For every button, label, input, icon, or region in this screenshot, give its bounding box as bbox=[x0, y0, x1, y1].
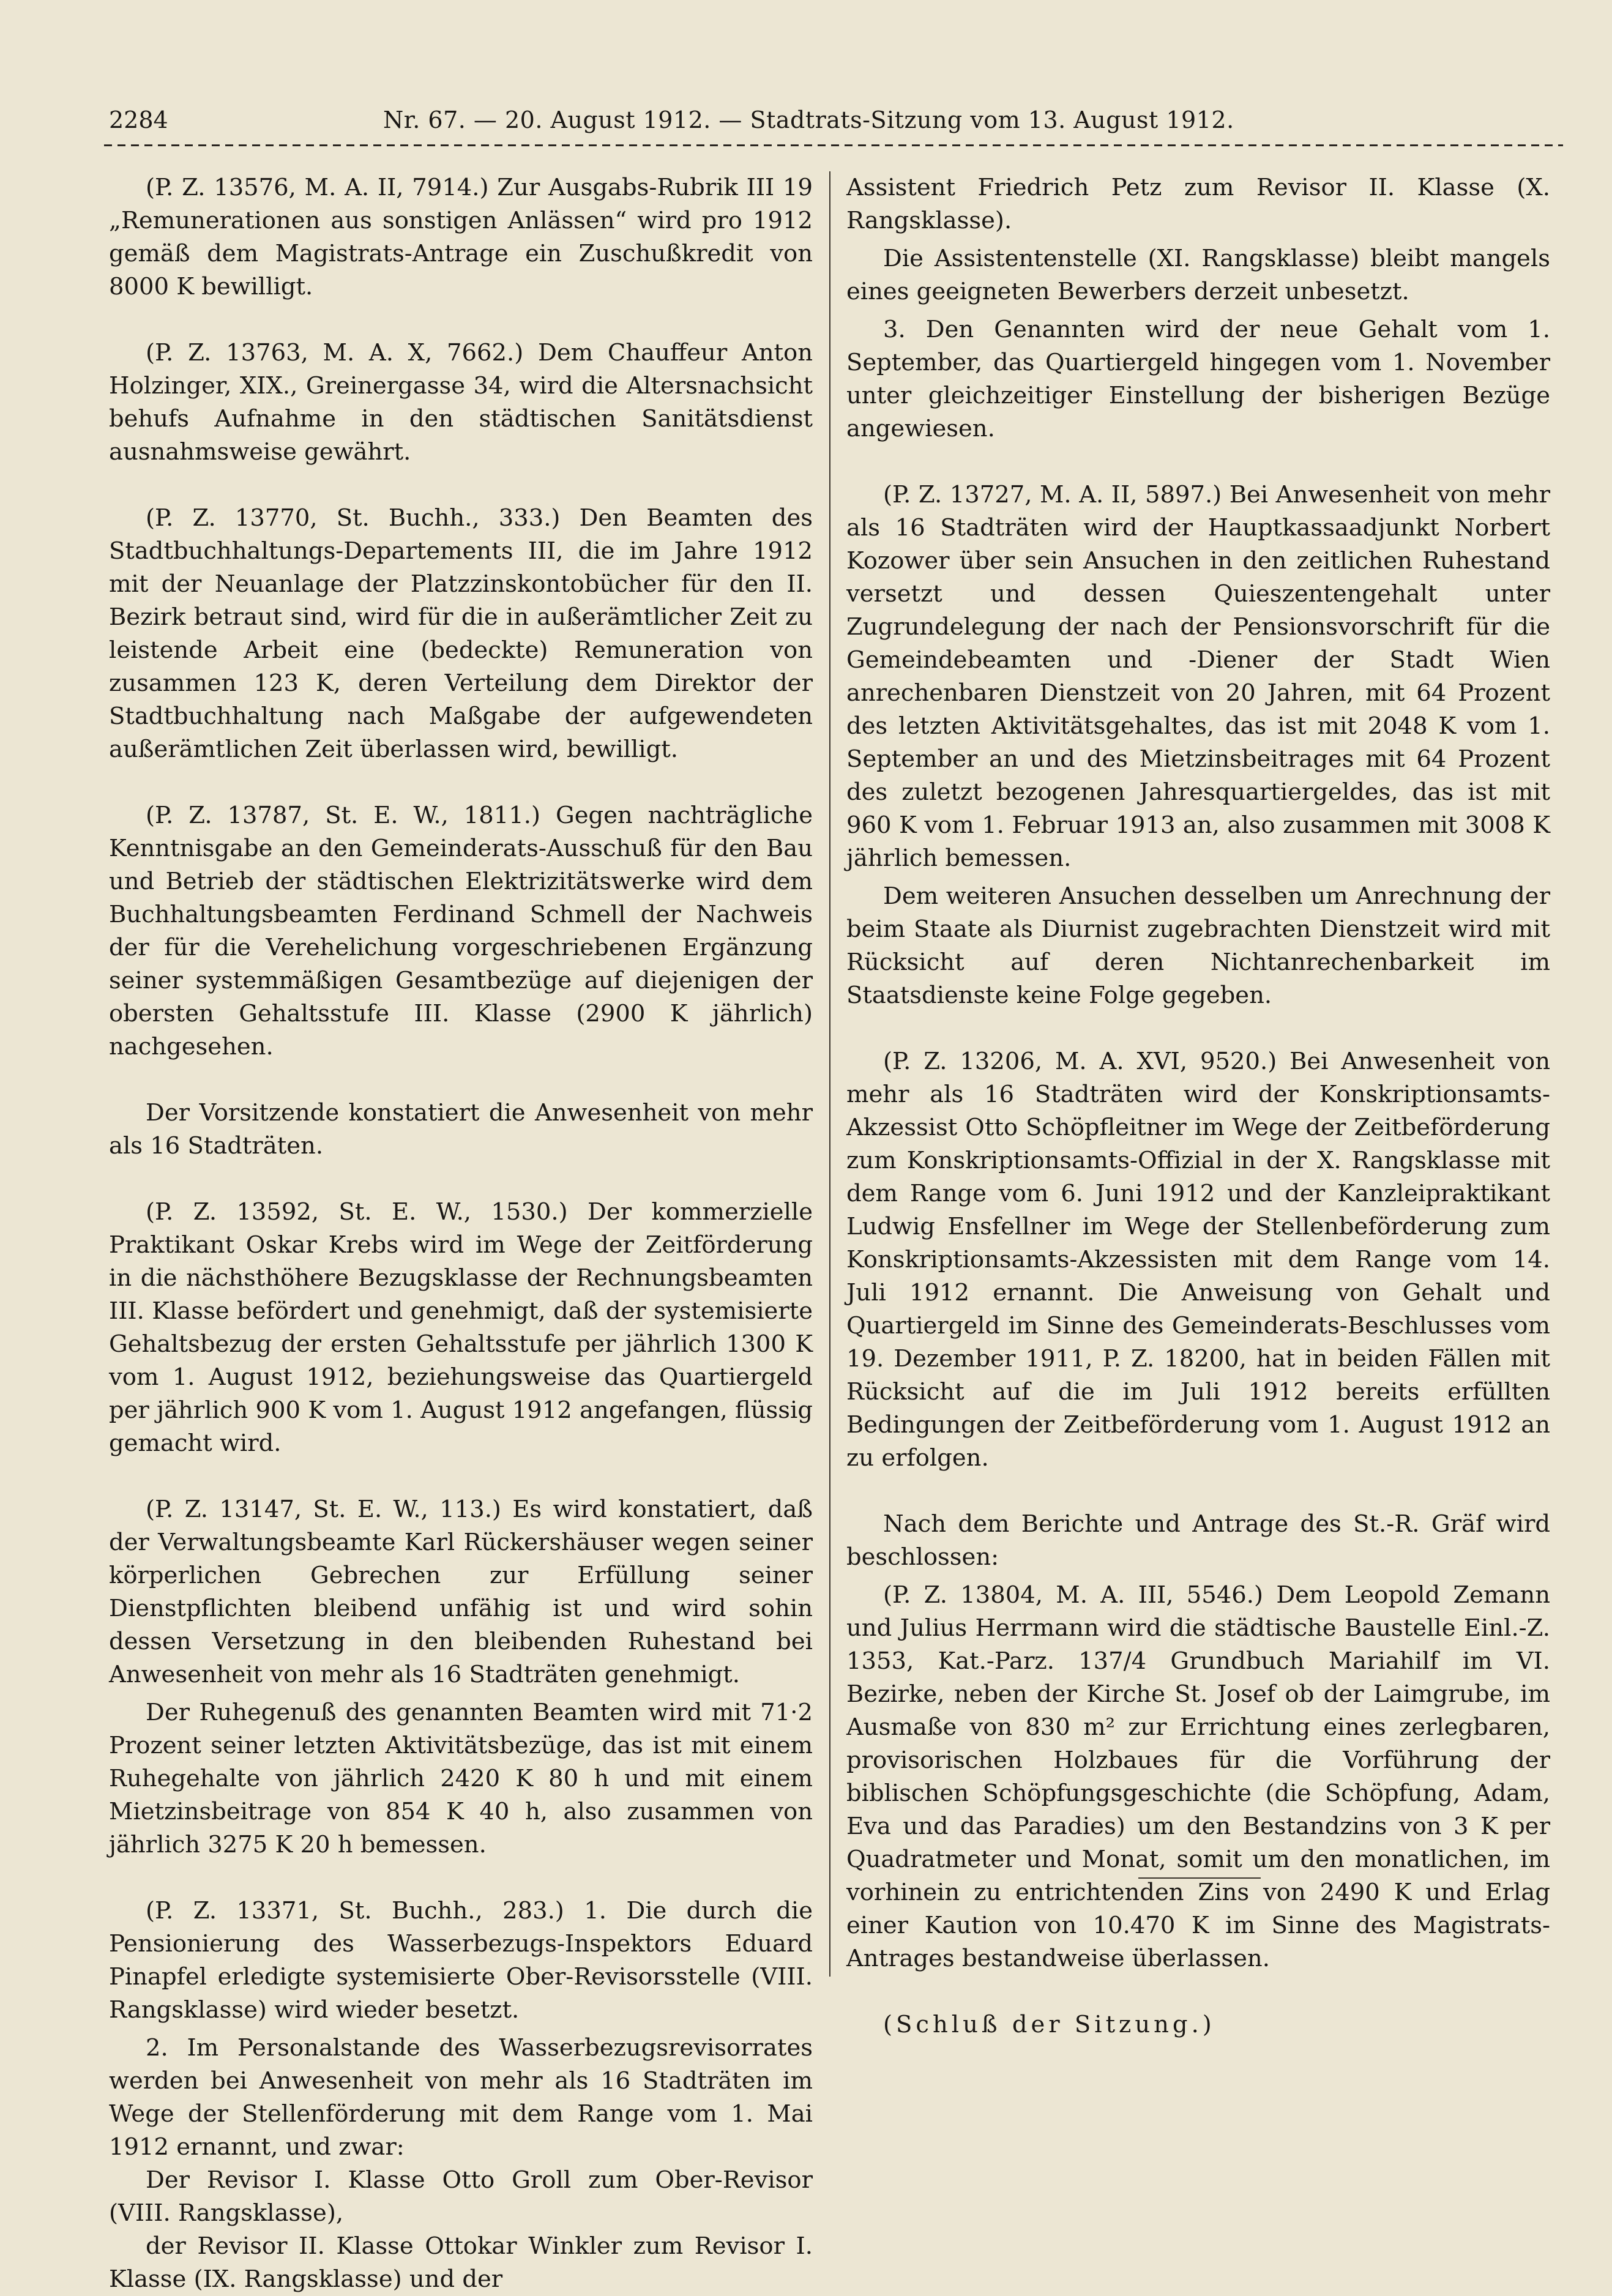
end-rule bbox=[1138, 1877, 1261, 1879]
paragraph: (P. Z. 13804, M. A. III, 5546.) Dem Leopold Zemann und Julius Herrmann wird die städtische Baustelle Einl.-Z. 1353, Kat.-Parz. 137/4 Grundbuch Mariahilf im VI. Bezirke, neben der Kirche St. Josef ob der Laimgrube, im Ausmaße von 830 m² zur Errichtung eines zerlegbaren, provisorischen Holzbaues für die Vorführung der biblischen Schöpfungsgeschichte (die Schöpfung, Adam, Eva und das Paradies) um den Bestandzins von 3 K per Quadratmeter und Monat, somit um den monatlichen, im vorhinein zu entrichtenden Zins von 2490 K und Erlag einer Kaution von 10.470 K im Sinne des Magistrats-Antrages bestandweise überlassen. bbox=[846, 1581, 1550, 1972]
paragraph: 2. Im Personalstande des Wasserbezugsrevisorrates werden bei Anwesenheit von mehr als 16 Stadträten im Wege der Stellenförderung mit dem Range vom 1. Mai 1912 ernannt, und zwar: bbox=[109, 2034, 813, 2161]
paragraph: (P. Z. 13763, M. A. X, 7662.) Dem Chauffeur Anton Holzinger, XIX., Greinergasse 34, wird die Altersnachsicht behufs Aufnahme in den städtischen Sanitätsdienst ausnahmsweise gewährt. bbox=[109, 339, 813, 466]
page-number: 2284 bbox=[109, 106, 168, 133]
paragraph: (P. Z. 13592, St. E. W., 1530.) Der kommerzielle Praktikant Oskar Krebs wird im Wege der Zeitförderung in die nächsthöhere Bezugsklasse der Rechnungsbeamten III. Klasse befördert und genehmigt, daß der systemisierte Gehaltsbezug der ersten Gehaltsstufe per jährlich 1300 K vom 1. August 1912, beziehungsweise das Quartiergeld per jährlich 900 K vom 1. August 1912 angefangen, flüssig gemacht wird. bbox=[109, 1198, 813, 1457]
paragraph: (P. Z. 13787, St. E. W., 1811.) Gegen nachträgliche Kenntnisgabe an den Gemeinderats-Ausschuß für den Bau und Betrieb der städtischen Elektrizitätswerke wird dem Buchhaltungsbeamten Ferdinand Schmell der Nachweis der für die Verehelichung vorgeschriebenen Ergänzung seiner systemmäßigen Gesamtbezüge auf diejenigen der obersten Gehaltsstufe III. Klasse (2900 K jährlich) nachgesehen. bbox=[109, 802, 813, 1060]
paragraph: 3. Den Genannten wird der neue Gehalt vom 1. September, das Quartiergeld hingegen vom 1. November unter gleichzeitiger Einstellung der bisherigen Bezüge angewiesen. bbox=[846, 316, 1550, 442]
paragraph: Die Assistentenstelle (XI. Rangsklasse) bleibt mangels eines geeigneten Bewerbers derzeit unbesetzt. bbox=[846, 245, 1550, 305]
paragraph: Der Revisor I. Klasse Otto Groll zum Ober-Revisor (VIII. Rangsklasse), bbox=[109, 2166, 813, 2227]
right-column bbox=[846, 171, 1550, 2041]
column-divider bbox=[829, 171, 830, 1977]
header-rule bbox=[104, 142, 1563, 149]
issue-line: Nr. 67. — 20. August 1912. — Stadtrats-Sitzung vom 13. August 1912. bbox=[383, 106, 1234, 133]
paragraph: (P. Z. 13147, St. E. W., 113.) Es wird konstatiert, daß der Verwaltungsbeamte Karl Rückershäuser wegen seiner körperlichen Gebrechen zur Erfüllung seiner Dienstpflichten bleibend unfähig ist und wird sohin dessen Versetzung in den bleibenden Ruhestand bei Anwesenheit von mehr als 16 Stadträten genehmigt. bbox=[109, 1496, 813, 1688]
section-heading: Nach dem Berichte und Antrage des St.-R. Gräf wird beschlossen: bbox=[846, 1510, 1550, 1571]
paragraph: Assistent Friedrich Petz zum Revisor II. Klasse (X. Rangsklasse). bbox=[846, 174, 1550, 234]
paragraph: (P. Z. 13206, M. A. XVI, 9520.) Bei Anwesenheit von mehr als 16 Stadträten wird der Konskriptionsamts-Akzessist Otto Schöpfleitner im Wege der Zeitbeförderung zum Konskriptionsamts-Offizial in der X. Rangsklasse mit dem Range vom 6. Juni 1912 und der Kanzleipraktikant Ludwig Ensfellner im Wege der Stellenbeförderung zum Konskriptionsamts-Akzessisten mit dem Range vom 14. Juli 1912 ernannt. Die Anweisung von Gehalt und Quartiergeld im Sinne des Gemeinderats-Beschlusses vom 19. Dezember 1911, P. Z. 18200, hat in beiden Fällen mit Rücksicht auf die im Juli 1912 bereits erfüllten Bedingungen der Zeitbeförderung vom 1. August 1912 an zu erfolgen. bbox=[846, 1048, 1550, 1472]
paragraph: (P. Z. 13371, St. Buchh., 283.) 1. Die durch die Pensionierung des Wasserbezugs-Inspektors Eduard Pinapfel erledigte systemisierte Ober-Revisorsstelle (VIII. Rangsklasse) wird wieder besetzt. bbox=[109, 1897, 813, 2024]
paragraph: der Revisor II. Klasse Ottokar Winkler zum Revisor I. Klasse (IX. Rangsklasse) und der bbox=[109, 2232, 813, 2293]
left-column bbox=[109, 171, 813, 2296]
paragraph: (P. Z. 13727, M. A. II, 5897.) Bei Anwesenheit von mehr als 16 Stadträten wird der Hauptkassaadjunkt Norbert Kozower über sein Ansuchen in den zeitlichen Ruhestand versetzt und dessen Quieszentengehalt unter Zugrundelegung der nach der Pensionsvorschrift für die Gemeindebeamten und -Diener der Stadt Wien anrechenbaren Dienstzeit von 20 Jahren, mit 64 Prozent des letzten Aktivitätsgehaltes, das ist mit 2048 K vom 1. September an und des Mietzinsbeitrages mit 64 Prozent des zuletzt bezogenen Jahresquartiergeldes, das ist mit 960 K vom 1. Februar 1913 an, also zusammen mit 3008 K jährlich bemessen. bbox=[846, 481, 1550, 872]
paragraph: Dem weiteren Ansuchen desselben um Anrechnung der beim Staate als Diurnist zugebrachten Dienstzeit wird mit Rücksicht auf deren Nichtanrechenbarkeit im Staatsdienste keine Folge gegeben. bbox=[846, 882, 1550, 1009]
paragraph: (P. Z. 13576, M. A. II, 7914.) Zur Ausgabs-Rubrik III 19 „Remunerationen aus sonstigen Anlässen“ wird pro 1912 gemäß dem Magistrats-Antrage ein Zuschußkredit von 8000 K bewilligt. bbox=[109, 174, 813, 300]
paragraph: Der Vorsitzende konstatiert die Anwesenheit von mehr als 16 Stadträten. bbox=[109, 1099, 813, 1160]
paragraph: (P. Z. 13770, St. Buchh., 333.) Den Beamten des Stadtbuchhaltungs-Departements III, die im Jahre 1912 mit der Neuanlage der Platzzinskontobücher für den II. Bezirk betraut sind, wird für die in außerämtlicher Zeit zu leistende Arbeit eine (bedeckte) Remuneration von zusammen 123 K, deren Verteilung dem Direktor der Stadtbuchhaltung nach Maßgabe der aufgewendeten außerämtlichen Zeit überlassen wird, bewilligt. bbox=[109, 504, 813, 763]
closing-line: (Schluß der Sitzung.) bbox=[883, 2011, 1215, 2038]
paragraph: Der Ruhegenuß des genannten Beamten wird mit 71·2 Prozent seiner letzten Aktivitätsbezüge, das ist mit einem Ruhegehalte von jährlich 2420 K 80 h und mit einem Mietzinsbeitrage von 854 K 40 h, also zusammen von jährlich 3275 K 20 h bemessen. bbox=[109, 1699, 813, 1858]
page-header bbox=[109, 98, 1546, 142]
